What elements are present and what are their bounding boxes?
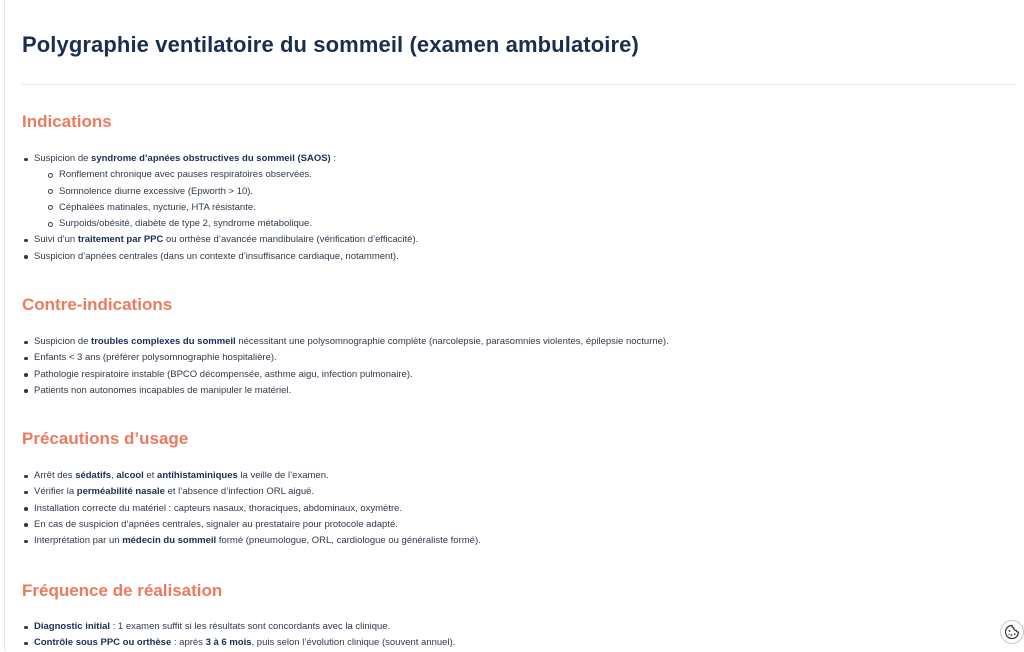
section-heading-precautions: Précautions d’usage	[22, 429, 189, 448]
section-heading-frequence: Fréquence de réalisation	[22, 581, 223, 600]
list-item: Contrôle sous PPC ou orthèse : après 3 à 6 mois, puis selon l’évolution clinique (souvent annuel).	[22, 635, 455, 651]
title-divider	[22, 84, 1016, 85]
sub-list-item: Ronflement chronique avec pauses respiratoires observées.	[34, 167, 418, 183]
left-border	[4, 0, 5, 651]
indications-list	[22, 151, 418, 265]
list-item: Installation correcte du matériel : capteurs nasaux, thoraciques, abdominaux, oxymètre.	[22, 501, 481, 517]
list-item: Vérifier la perméabilité nasale et l’absence d’infection ORL aiguë.	[22, 484, 481, 500]
page-title: Polygraphie ventilatoire du sommeil (examen ambulatoire)	[22, 32, 639, 57]
list-item: En cas de suspicion d’apnées centrales, signaler au prestataire pour protocole adapté.	[22, 517, 481, 533]
list-item: Interprétation par un médecin du sommeil formé (pneumologue, ORL, cardiologue ou généraliste formé).	[22, 533, 481, 549]
section-heading-contre-indications: Contre-indications	[22, 295, 173, 314]
sub-list-item: Céphalées matinales, nycturie, HTA résistante.	[34, 200, 418, 216]
indications-sublist	[34, 167, 418, 232]
list-item: Patients non autonomes incapables de manipuler le matériel.	[22, 383, 669, 399]
section-heading-indications: Indications	[22, 112, 112, 131]
cookie-settings-button[interactable]	[1000, 620, 1024, 644]
list-item: Suspicion de syndrome d’apnées obstructives du sommeil (SAOS) : Ronflement chronique avec pauses respiratoires observées. Somnolence diurne excessive (Epworth > 10). Céphalées matinales, nycturie, HTA résistante. Surpoids/obésité, diabète de type 2, syndrome métabolique.	[22, 151, 418, 232]
list-item: Arrêt des sédatifs, alcool et antihistaminiques la veille de l’examen.	[22, 468, 481, 484]
list-item: Enfants < 3 ans (préférer polysomnographie hospitalière).	[22, 350, 669, 366]
list-item: Suivi d’un traitement par PPC ou orthèse d’avancée mandibulaire (vérification d’efficacité).	[22, 232, 418, 248]
precautions-list	[22, 468, 481, 549]
list-item: Pathologie respiratoire instable (BPCO décompensée, asthme aigu, infection pulmonaire).	[22, 367, 669, 383]
sub-list-item: Surpoids/obésité, diabète de type 2, syndrome métabolique.	[34, 216, 418, 232]
frequence-list	[22, 619, 455, 652]
cookie-icon	[1004, 624, 1020, 640]
contre-indications-list	[22, 334, 669, 399]
list-item: Diagnostic initial : 1 examen suffit si les résultats sont concordants avec la clinique.	[22, 619, 455, 635]
sub-list-item: Somnolence diurne excessive (Epworth > 10).	[34, 184, 418, 200]
list-item: Suspicion d’apnées centrales (dans un contexte d’insuffisance cardiaque, notamment).	[22, 249, 418, 265]
list-item: Suspicion de troubles complexes du sommeil nécessitant une polysomnographie complète (narcolepsie, parasomnies violentes, épilepsie nocturne).	[22, 334, 669, 350]
